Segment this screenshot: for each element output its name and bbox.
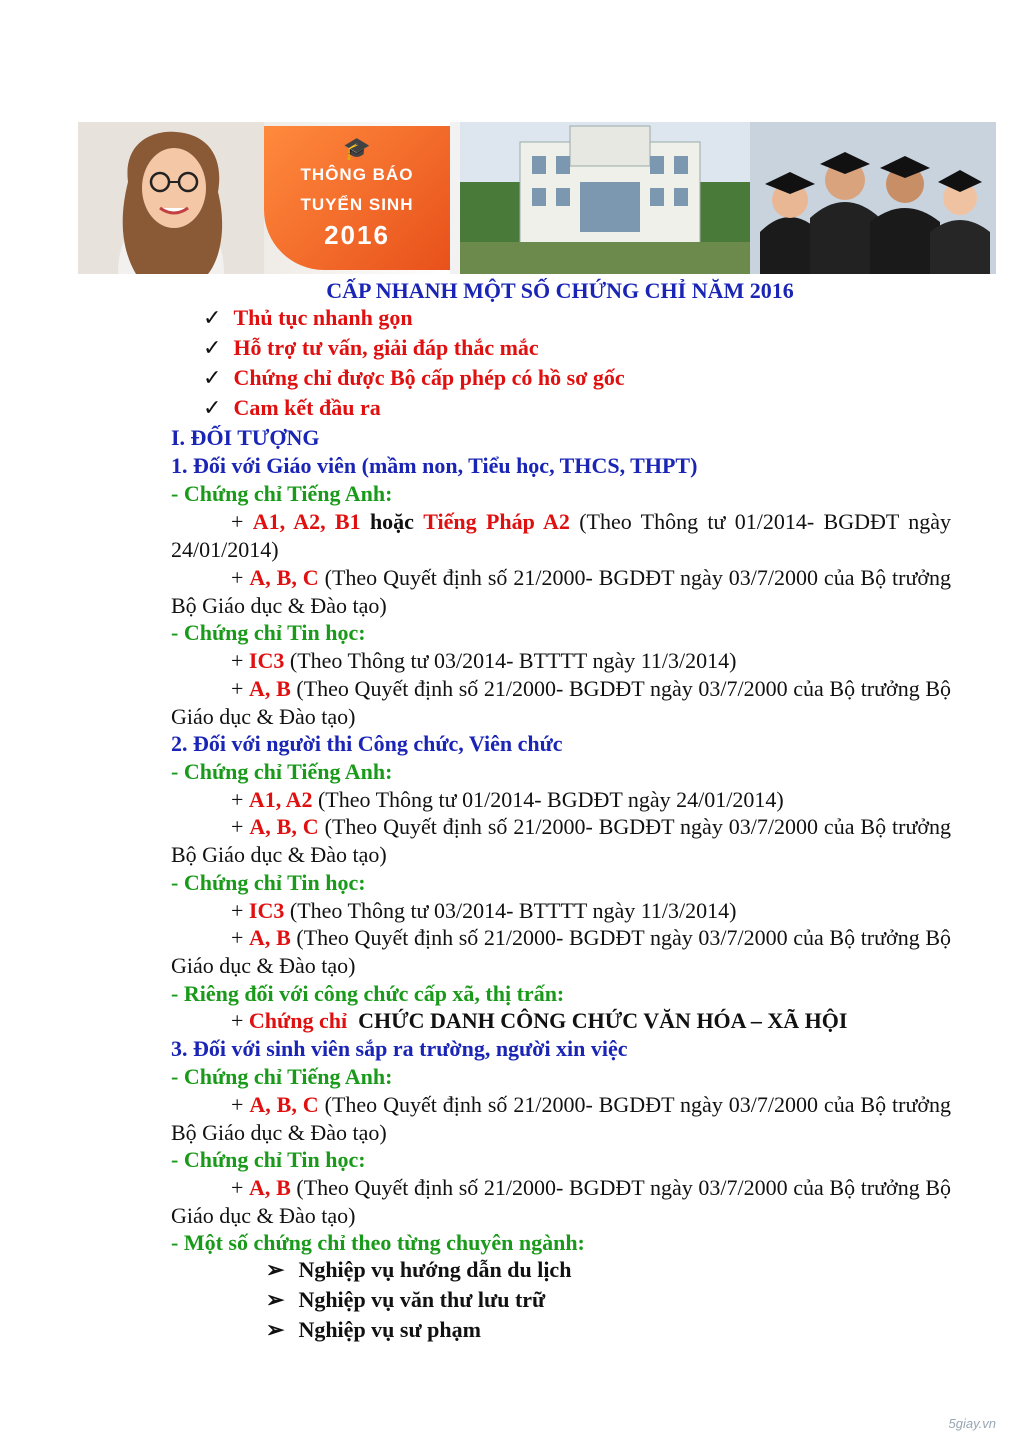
- it-cert-label: - Chứng chỉ Tin học:: [171, 870, 366, 895]
- check-item: ✓ Hỗ trợ tư vấn, giải đáp thắc mắc: [203, 335, 539, 360]
- it-cert-label: - Chứng chỉ Tin học:: [171, 1147, 366, 1172]
- checkmark-icon: ✓: [203, 395, 222, 420]
- group-heading-civil-servants: 2. Đối với người thi Công chức, Viên chức: [171, 731, 563, 756]
- checkmark-icon: ✓: [203, 305, 222, 330]
- specialized-cert-item: ➢ Nghiệp vụ văn thư lưu trữ: [266, 1287, 546, 1312]
- page-title: CẤP NHANH MỘT SỐ CHỨNG CHỈ NĂM 2016: [326, 278, 794, 303]
- english-cert-item: + A1, A2, B1 hoặc Tiếng Pháp A2 (Theo Thông tư 01/2014- BGDĐT ngày 24/01/2014): [171, 509, 952, 562]
- commune-cert-item: + Chứng chỉ CHỨC DANH CÔNG CHỨC VĂN HÓA – XÃ HỘI: [231, 1008, 848, 1033]
- arrow-bullet-icon: ➢: [266, 1317, 285, 1342]
- watermark: 5giay.vn: [948, 1416, 996, 1431]
- it-cert-label: - Chứng chỉ Tin học:: [171, 620, 366, 645]
- commune-cert-label: - Riêng đối với công chức cấp xã, thị trấn:: [171, 981, 565, 1006]
- english-cert-label: - Chứng chỉ Tiếng Anh:: [171, 759, 393, 784]
- campus-graduates-illustration: [460, 122, 996, 274]
- english-cert-item: + A, B, C (Theo Quyết định số 21/2000- BGDĐT ngày 03/7/2000 của Bộ trưởng Bộ Giáo dục & Đào tạo): [171, 1092, 951, 1145]
- it-cert-item: + IC3 (Theo Thông tư 03/2014- BTTTT ngày 11/3/2014): [231, 898, 737, 923]
- check-item: ✓ Thủ tục nhanh gọn: [203, 305, 413, 330]
- student-illustration: [78, 122, 264, 274]
- banner-student-photo: [78, 122, 450, 274]
- admission-notice-badge: [264, 126, 450, 270]
- notice-year: 2016: [324, 220, 390, 250]
- english-cert-label: - Chứng chỉ Tiếng Anh:: [171, 481, 393, 506]
- check-item: ✓ Chứng chỉ được Bộ cấp phép có hồ sơ gốc: [203, 365, 625, 390]
- group-heading-teachers: 1. Đối với Giáo viên (mầm non, Tiểu học, THCS, THPT): [171, 453, 698, 478]
- english-cert-item: + A, B, C (Theo Quyết định số 21/2000- BGDĐT ngày 03/7/2000 của Bộ trưởng Bộ Giáo dục & Đào tạo): [171, 814, 951, 867]
- notice-line-2: TUYỂN SINH: [300, 195, 414, 214]
- arrow-bullet-icon: ➢: [266, 1257, 285, 1282]
- section-heading: I. ĐỐI TƯỢNG: [171, 425, 320, 450]
- header-banner: [78, 122, 996, 274]
- it-cert-item: + A, B (Theo Quyết định số 21/2000- BGDĐT ngày 03/7/2000 của Bộ trưởng Bộ Giáo dục & Đào tạo): [171, 925, 951, 978]
- graduation-cap-icon: 🎓: [343, 136, 371, 161]
- specialized-cert-label: - Một số chứng chỉ theo từng chuyên ngành:: [171, 1230, 585, 1255]
- it-cert-item: + IC3 (Theo Thông tư 03/2014- BTTTT ngày 11/3/2014): [231, 648, 737, 673]
- specialized-cert-item: ➢ Nghiệp vụ sư phạm: [266, 1317, 481, 1342]
- english-cert-label: - Chứng chỉ Tiếng Anh:: [171, 1064, 393, 1089]
- specialized-cert-item: ➢ Nghiệp vụ hướng dẫn du lịch: [266, 1257, 572, 1282]
- it-cert-item: + A, B (Theo Quyết định số 21/2000- BGDĐT ngày 03/7/2000 của Bộ trưởng Bộ Giáo dục & Đào tạo): [171, 676, 951, 729]
- arrow-bullet-icon: ➢: [266, 1287, 285, 1312]
- it-cert-item: + A, B (Theo Quyết định số 21/2000- BGDĐT ngày 03/7/2000 của Bộ trưởng Bộ Giáo dục & Đào tạo): [171, 1175, 951, 1228]
- english-cert-item: + A, B, C (Theo Quyết định số 21/2000- BGDĐT ngày 03/7/2000 của Bộ trưởng Bộ Giáo dục & Đào tạo): [171, 565, 951, 618]
- checkmark-icon: ✓: [203, 365, 222, 390]
- group-heading-students: 3. Đối với sinh viên sắp ra trường, người xin việc: [171, 1036, 628, 1061]
- banner-campus-photo: [460, 122, 996, 274]
- notice-line-1: THÔNG BÁO: [300, 165, 414, 184]
- english-cert-item: + A1, A2 (Theo Thông tư 01/2014- BGDĐT ngày 24/01/2014): [231, 787, 784, 812]
- check-item: ✓ Cam kết đầu ra: [203, 395, 381, 420]
- checkmark-icon: ✓: [203, 335, 222, 360]
